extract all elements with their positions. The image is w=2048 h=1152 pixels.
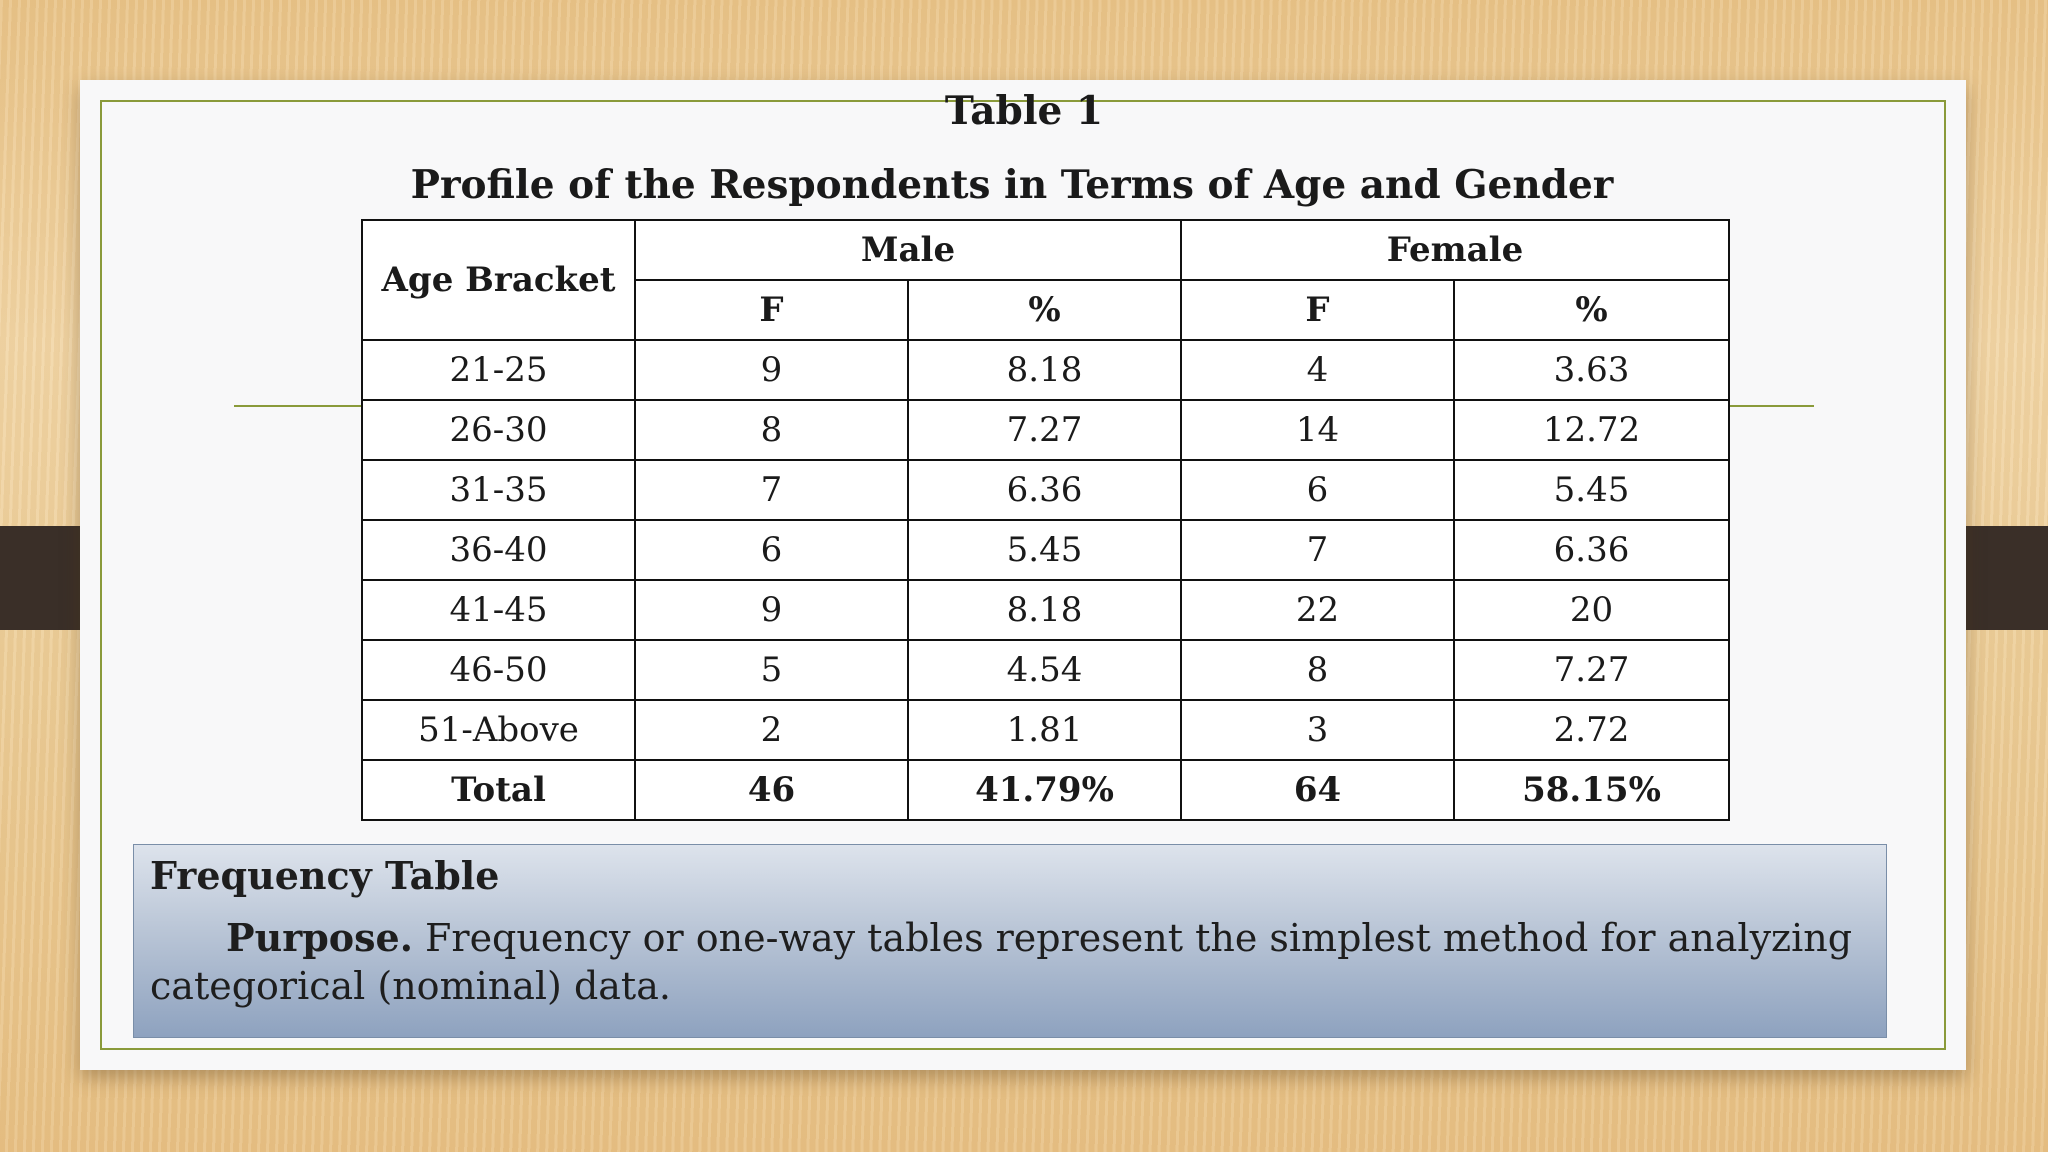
female-frequency-header: F [1181, 280, 1454, 340]
female-percent-cell: 12.72 [1454, 400, 1729, 460]
decorative-line-left [234, 405, 364, 407]
male-percent-cell: 5.45 [908, 520, 1181, 580]
female-frequency-cell: 6 [1181, 460, 1454, 520]
female-frequency-cell: 7 [1181, 520, 1454, 580]
female-frequency-cell: 4 [1181, 340, 1454, 400]
table-row [362, 640, 1729, 700]
table-row [362, 400, 1729, 460]
age-bracket-cell: 51-Above [362, 700, 635, 760]
female-frequency-cell: 14 [1181, 400, 1454, 460]
female-percent-cell: 6.36 [1454, 520, 1729, 580]
male-frequency-cell: 9 [635, 340, 908, 400]
age-bracket-cell: 36-40 [362, 520, 635, 580]
male-header: Male [635, 220, 1181, 280]
total-label-cell: Total [362, 760, 635, 820]
table-row [362, 580, 1729, 640]
total-male-percent-cell: 41.79% [908, 760, 1181, 820]
total-female-frequency-cell: 64 [1181, 760, 1454, 820]
female-percent-cell: 20 [1454, 580, 1729, 640]
female-frequency-cell: 22 [1181, 580, 1454, 640]
male-frequency-cell: 8 [635, 400, 908, 460]
purpose-text: Frequency or one-way tables represent the simplest method for analyzing categorical (nominal) data. [150, 916, 1853, 1008]
table-row [362, 520, 1729, 580]
male-percent-header: % [908, 280, 1181, 340]
total-female-percent-cell: 58.15% [1454, 760, 1729, 820]
table-label: Table 1 [944, 88, 1104, 134]
total-row [362, 760, 1729, 820]
age-bracket-cell: 41-45 [362, 580, 635, 640]
decorative-line-right [1726, 405, 1814, 407]
female-percent-header: % [1454, 280, 1729, 340]
male-percent-cell: 8.18 [908, 340, 1181, 400]
male-percent-cell: 4.54 [908, 640, 1181, 700]
female-percent-cell: 7.27 [1454, 640, 1729, 700]
frequency-table-info-box [133, 844, 1887, 1038]
male-frequency-cell: 9 [635, 580, 908, 640]
male-percent-cell: 1.81 [908, 700, 1181, 760]
total-male-frequency-cell: 46 [635, 760, 908, 820]
male-frequency-cell: 7 [635, 460, 908, 520]
age-bracket-cell: 26-30 [362, 400, 635, 460]
purpose-label: Purpose. [226, 915, 413, 960]
female-frequency-cell: 3 [1181, 700, 1454, 760]
male-frequency-header: F [635, 280, 908, 340]
table-row [362, 340, 1729, 400]
profile-table [361, 219, 1730, 821]
table-row [362, 460, 1729, 520]
female-frequency-cell: 8 [1181, 640, 1454, 700]
age-bracket-header: Age Bracket [362, 220, 635, 340]
male-frequency-cell: 6 [635, 520, 908, 580]
table-title: Profile of the Respondents in Terms of Age and Gender [410, 162, 1614, 208]
female-header: Female [1181, 220, 1729, 280]
info-title: Frequency Table [150, 853, 500, 898]
male-frequency-cell: 2 [635, 700, 908, 760]
female-percent-cell: 2.72 [1454, 700, 1729, 760]
table-row [362, 700, 1729, 760]
age-bracket-cell: 31-35 [362, 460, 635, 520]
age-bracket-cell: 21-25 [362, 340, 635, 400]
female-percent-cell: 3.63 [1454, 340, 1729, 400]
age-bracket-cell: 46-50 [362, 640, 635, 700]
female-percent-cell: 5.45 [1454, 460, 1729, 520]
male-percent-cell: 6.36 [908, 460, 1181, 520]
male-percent-cell: 7.27 [908, 400, 1181, 460]
male-frequency-cell: 5 [635, 640, 908, 700]
info-body [150, 914, 1870, 1010]
male-percent-cell: 8.18 [908, 580, 1181, 640]
